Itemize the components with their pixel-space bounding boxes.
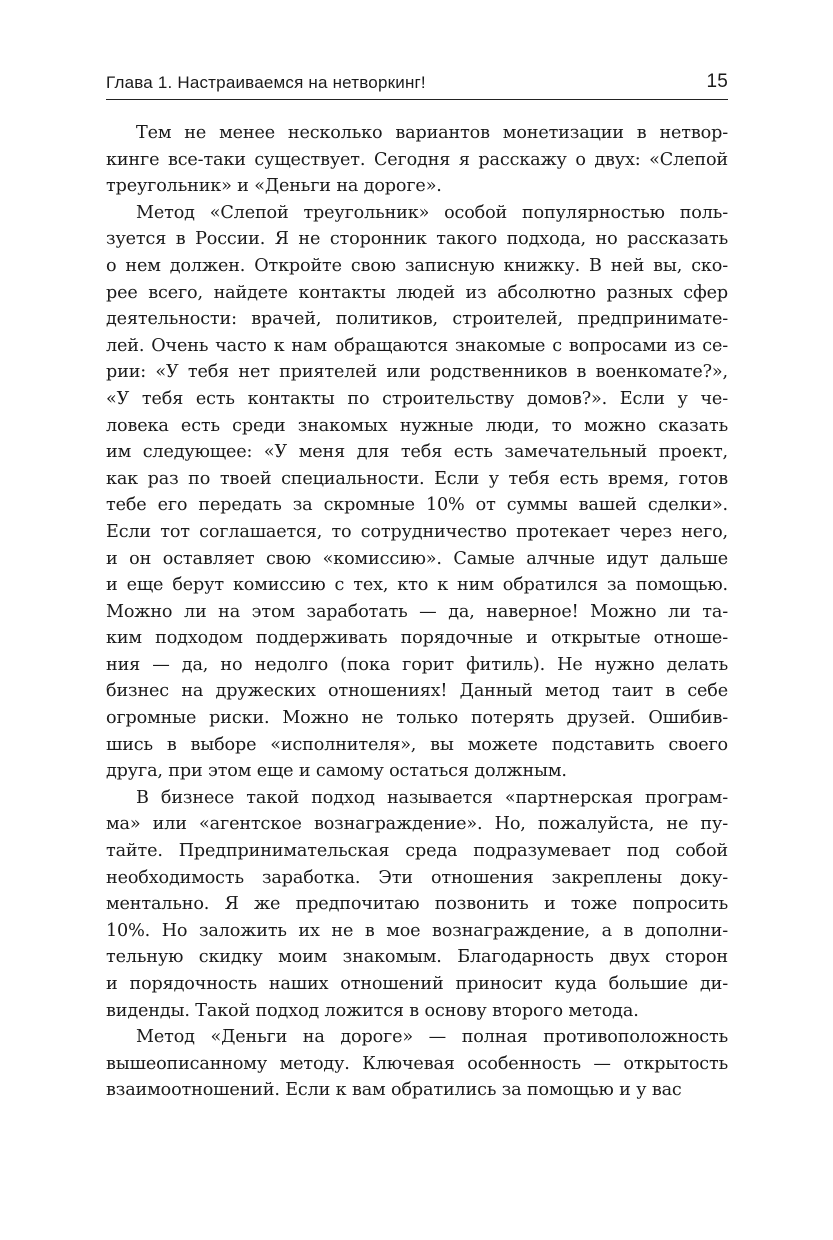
text-line: виденды. Такой подход ложится в основу второго метода.: [106, 1000, 639, 1021]
text-line: 10%. Но заложить их не в мое вознаграждение, а в дополни-: [106, 920, 728, 941]
text-line: ловека есть среди знакомых нужные люди, то можно сказать: [106, 415, 728, 436]
paragraph: [106, 120, 728, 200]
paragraph: [106, 200, 728, 785]
text-line: как раз по твоей специальности. Если у тебя есть время, готов: [106, 468, 728, 489]
text-line: тебе его передать за скромные 10% от суммы вашей сделки».: [106, 495, 728, 516]
text-line: Можно ли на этом заработать — да, наверное! Можно ли та-: [106, 601, 728, 622]
text-line: В бизнесе такой подход называется «партнерская програм-: [136, 787, 728, 808]
text-line: рее всего, найдете контакты людей из абсолютно разных сфер: [106, 282, 728, 303]
text-line: и порядочность наших отношений приносит куда большие ди-: [106, 974, 728, 994]
text-line: ния — да, но недолго (пока горит фитиль). Не нужно делать: [106, 654, 728, 675]
text-line: деятельности: врачей, политиков, строителей, предпринимате-: [106, 309, 728, 330]
text-line: огромные риски. Можно не только потерять друзей. Ошибив-: [106, 708, 728, 729]
text-line: тайте. Предпринимательская среда подразумевает под собой: [106, 841, 728, 862]
text-line: друга, при этом еще и самому остаться должным.: [106, 761, 567, 782]
text-line: необходимость заработка. Эти отношения закреплены доку-: [106, 867, 728, 888]
running-head: [106, 73, 728, 99]
text-line: вышеописанному методу. Ключевая особенность — открытость: [106, 1053, 728, 1074]
text-line: кинге все-таки существует. Сегодня я расскажу о двух: «Слепой: [106, 149, 728, 170]
text-line: бизнес на дружеских отношениях! Данный метод таит в себе: [106, 681, 728, 702]
text-line: рии: «У тебя нет приятелей или родственников в военкомате?»,: [106, 362, 728, 383]
text-line: ма» или «агентское вознаграждение». Но, пожалуйста, не пу-: [106, 814, 728, 835]
text-line: треугольник» и «Деньги на дороге».: [106, 176, 442, 197]
text-line: и он оставляет свою «комиссию». Самые алчные идут дальше: [106, 548, 728, 569]
text-line: Метод «Слепой треугольник» особой популярностью поль-: [136, 202, 728, 223]
text-line: ким подходом поддерживать порядочные и открытые отноше-: [106, 628, 728, 649]
page-number: 15: [706, 71, 728, 92]
text-line: Тем не менее несколько вариантов монетизации в нетвор-: [136, 123, 728, 143]
paragraph: [106, 785, 728, 1024]
text-line: взаимоотношений. Если к вам обратились за помощью и у вас: [106, 1080, 682, 1101]
text-line: лей. Очень часто к нам обращаются знакомые с вопросами из се-: [106, 335, 728, 356]
text-line: шись в выборе «исполнителя», вы можете подставить своего: [106, 734, 728, 755]
paragraph: [106, 1024, 728, 1104]
text-line: ментально. Я же предпочитаю позвонить и тоже попросить: [106, 894, 728, 915]
chapter-title: Глава 1. Настраиваемся на нетворкинг!: [106, 73, 426, 92]
text-line: Метод «Деньги на дороге» — полная противоположность: [136, 1027, 728, 1048]
text-line: «У тебя есть контакты по строительству домов?». Если у че-: [106, 388, 728, 409]
text-line: тельную скидку моим знакомым. Благодарность двух сторон: [106, 947, 728, 968]
header-rule: [106, 99, 728, 100]
text-line: о нем должен. Откройте свою записную книжку. В ней вы, ско-: [106, 255, 728, 276]
text-line: зуется в России. Я не сторонник такого подхода, но рассказать: [106, 229, 728, 250]
text-line: Если тот соглашается, то сотрудничество протекает через него,: [106, 521, 728, 542]
body-text: [106, 120, 728, 1104]
text-line: им следующее: «У меня для тебя есть замечательный проект,: [106, 442, 728, 463]
text-line: и еще берут комиссию с тех, кто к ним обратился за помощью.: [106, 575, 728, 596]
